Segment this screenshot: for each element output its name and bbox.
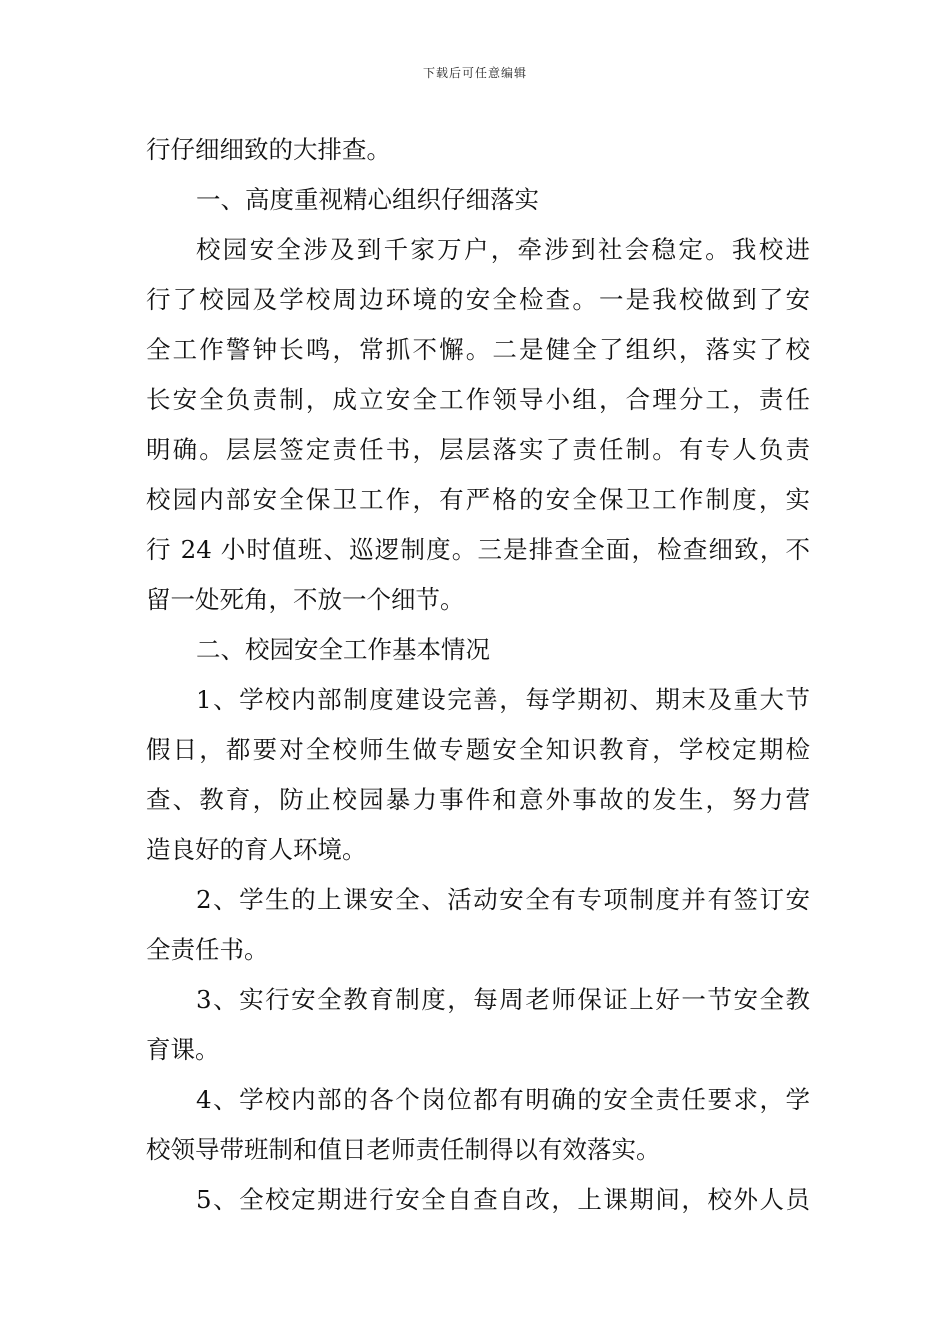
text-line: 3、实行安全教育制度，每周老师保证上好一节安全教 — [196, 985, 810, 1014]
text-line: 1、学校内部制度建设完善，每学期初、期末及重大节 — [196, 685, 810, 714]
text-line: 明确。层层签定责任书，层层落实了责任制。有专人负责 — [146, 435, 810, 464]
text-line: 5、全校定期进行安全自查自改，上课期间，校外人员 — [196, 1185, 810, 1214]
text-line: 行 24 小时值班、巡逻制度。三是排查全面，检查细致，不 — [146, 535, 810, 564]
text-line: 全责任书。 — [146, 935, 269, 964]
text-line: 行了校园及学校周边环境的安全检查。一是我校做到了安 — [146, 285, 810, 314]
text-line: 2、学生的上课安全、活动安全有专项制度并有签订安 — [196, 885, 810, 914]
document-body — [146, 125, 810, 1225]
text-line: 行仔细细致的大排查。 — [146, 135, 391, 164]
text-line: 造良好的育人环境。 — [146, 835, 367, 864]
text-line: 校领导带班制和值日老师责任制得以有效落实。 — [146, 1135, 661, 1164]
section-heading: 二、校园安全工作基本情况 — [196, 635, 490, 664]
text-line: 假日，都要对全校师生做专题安全知识教育，学校定期检 — [146, 735, 810, 764]
section-heading: 一、高度重视精心组织仔细落实 — [196, 185, 539, 214]
text-line: 查、教育，防止校园暴力事件和意外事故的发生，努力营 — [146, 785, 810, 814]
text-line: 育课。 — [146, 1035, 220, 1064]
text-line: 全工作警钟长鸣，常抓不懈。二是健全了组织，落实了校 — [146, 335, 810, 364]
text-line: 校园安全涉及到千家万户，牵涉到社会稳定。我校进 — [196, 235, 810, 264]
page-header-note: 下载后可任意编辑 — [422, 66, 527, 80]
text-line: 留一处死角，不放一个细节。 — [146, 585, 465, 614]
text-line: 4、学校内部的各个岗位都有明确的安全责任要求，学 — [196, 1085, 810, 1114]
text-line: 长安全负责制，成立安全工作领导小组，合理分工，责任 — [146, 385, 810, 414]
text-line: 校园内部安全保卫工作，有严格的安全保卫工作制度，实 — [146, 485, 810, 514]
